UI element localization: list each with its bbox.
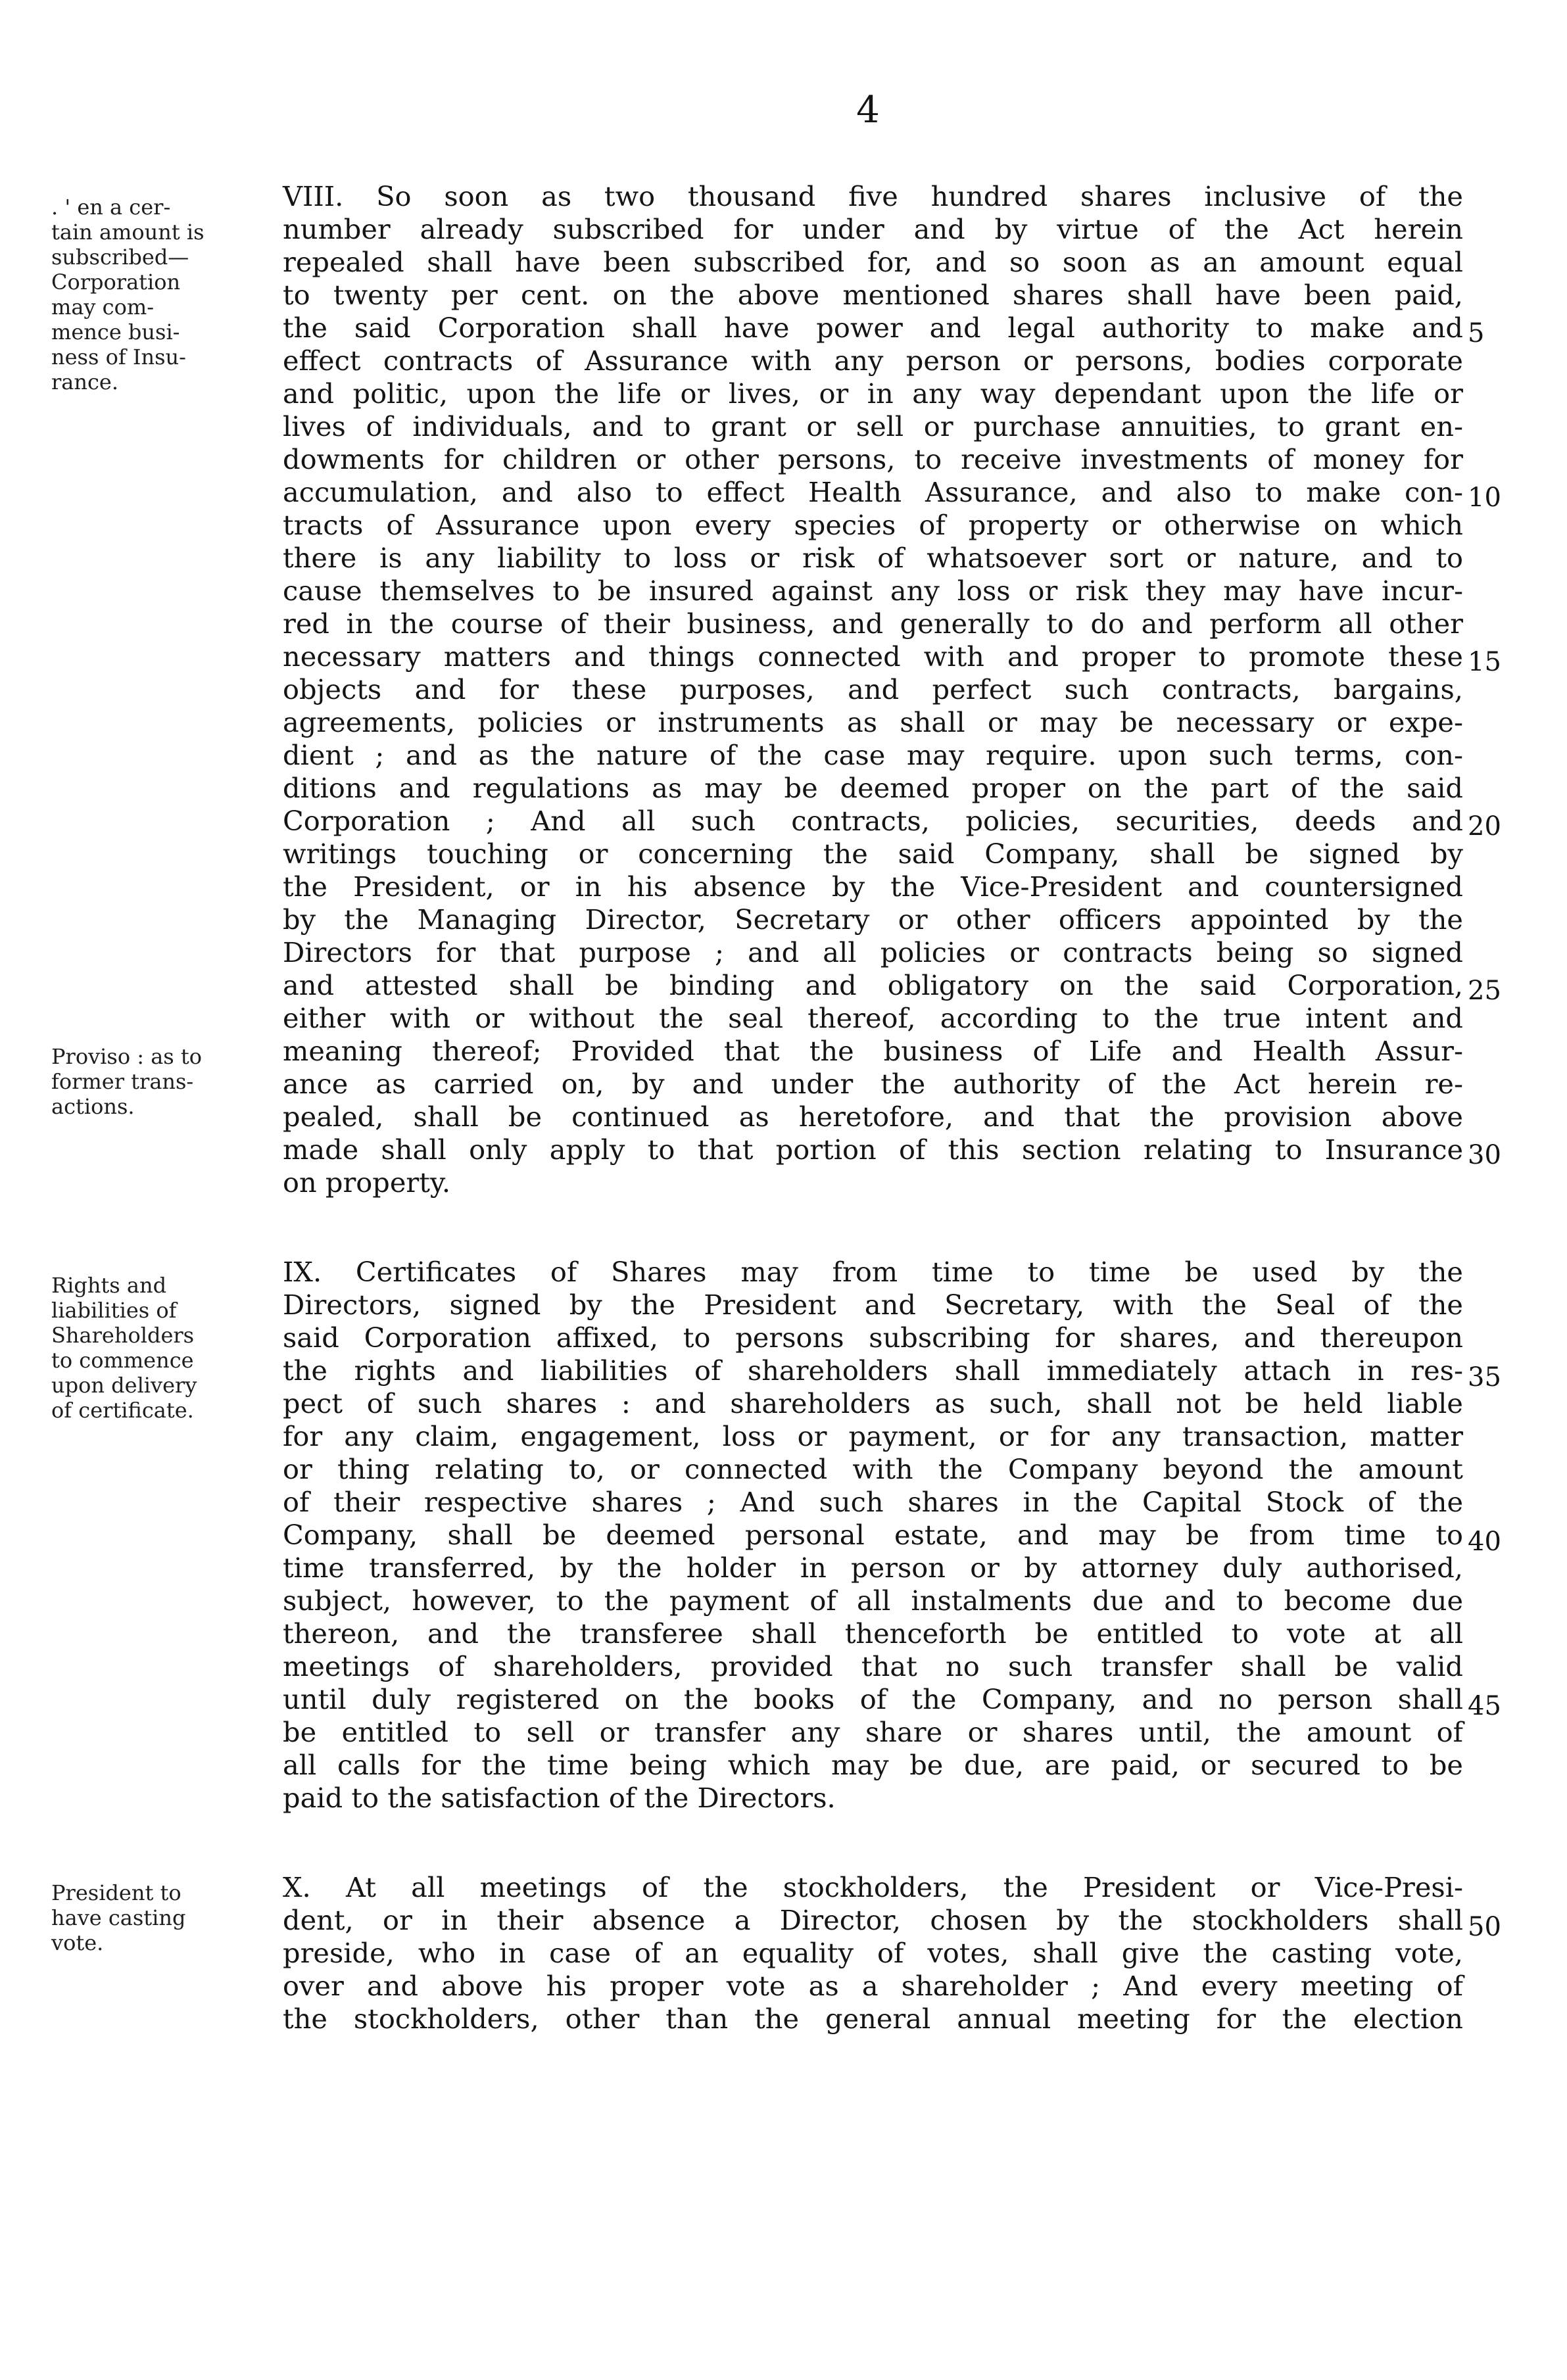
body-line: agreements, policies or instruments as shall or may be necessary or expe- xyxy=(283,706,1463,738)
body-line: dowments for children or other persons, to receive investments of money for xyxy=(283,443,1463,475)
body-line: and politic, upon the life or lives, or in any way dependant upon the life or xyxy=(283,377,1463,410)
margin-note-line: vote. xyxy=(51,1930,104,1955)
line-number: 30 xyxy=(1468,1140,1501,1170)
margin-note-line: may com- xyxy=(51,295,155,320)
margin-note-line: . ' en a cer- xyxy=(51,195,171,220)
margin-note-line: upon delivery xyxy=(51,1373,197,1398)
margin-note-line: Rights and xyxy=(51,1273,167,1298)
body-line: tracts of Assurance upon every species of property or otherwise on which xyxy=(283,509,1463,541)
margin-note-proviso xyxy=(51,1044,268,1119)
body-line: the said Corporation shall have power and legal authority to make and xyxy=(283,312,1463,344)
margin-note-line: Shareholders xyxy=(51,1323,195,1348)
margin-note-line: rance. xyxy=(51,369,119,394)
body-line: effect contracts of Assurance with any person or persons, bodies corporate xyxy=(283,345,1463,377)
body-line: to twenty per cent. on the above mentioned shares shall have been paid, xyxy=(283,279,1463,311)
body-line: writings touching or concerning the said Company, shall be signed by xyxy=(283,838,1463,870)
body-line: ditions and regulations as may be deemed proper on the part of the said xyxy=(283,772,1463,804)
body-line: accumulation, and also to effect Health Assurance, and also to make con- xyxy=(283,476,1463,508)
body-line: X. At all meetings of the stockholders, the President or Vice-Presi- xyxy=(283,1871,1463,1903)
body-line: pealed, shall be continued as heretofore, and that the provision above xyxy=(283,1101,1463,1133)
body-line: over and above his proper vote as a shareholder ; And every meeting of xyxy=(283,1970,1463,2002)
body-line: made shall only apply to that portion of this section relating to Insurance xyxy=(283,1133,1463,1166)
margin-note-line: former trans- xyxy=(51,1069,194,1094)
margin-note-line: Proviso : as to xyxy=(51,1044,203,1069)
body-line: red in the course of their business, and generally to do and perform all other xyxy=(283,607,1463,640)
page-number: 4 xyxy=(856,89,880,131)
body-line: the rights and liabilities of shareholders shall immediately attach in res- xyxy=(283,1354,1463,1387)
margin-note-line: Corporation xyxy=(51,270,181,295)
body-line: time transferred, by the holder in person or by attorney duly authorised, xyxy=(283,1552,1463,1584)
margin-note-viii xyxy=(51,195,268,394)
margin-note-line: to commence xyxy=(51,1348,194,1373)
body-line: IX. Certificates of Shares may from time to time be used by the xyxy=(283,1256,1463,1288)
body-line: of their respective shares ; And such shares in the Capital Stock of the xyxy=(283,1486,1463,1518)
line-number: 50 xyxy=(1468,1912,1501,1942)
body-line: repealed shall have been subscribed for, and so soon as an amount equal xyxy=(283,246,1463,278)
body-line: dent, or in their absence a Director, chosen by the stockholders shall xyxy=(283,1904,1463,1936)
body-line: cause themselves to be insured against any loss or risk they may have incur- xyxy=(283,575,1463,607)
body-line: meaning thereof; Provided that the business of Life and Health Assur- xyxy=(283,1035,1463,1067)
body-line: there is any liability to loss or risk of whatsoever sort or nature, and to xyxy=(283,542,1463,574)
body-line: the President, or in his absence by the Vice-President and countersigned xyxy=(283,870,1463,903)
margin-note-line: of certificate. xyxy=(51,1398,194,1423)
line-number: 25 xyxy=(1468,976,1501,1006)
body-line: meetings of shareholders, provided that no such transfer shall be valid xyxy=(283,1650,1463,1682)
body-line: on property. xyxy=(283,1166,451,1199)
body-line: for any claim, engagement, loss or payment, or for any transaction, matter xyxy=(283,1420,1463,1452)
body-line: or thing relating to, or connected with the Company beyond the amount xyxy=(283,1453,1463,1485)
line-number: 20 xyxy=(1468,811,1501,842)
body-line: preside, who in case of an equality of votes, shall give the casting vote, xyxy=(283,1937,1463,1969)
body-line: ance as carried on, by and under the authority of the Act herein re- xyxy=(283,1068,1463,1100)
body-line: pect of such shares : and shareholders as such, shall not be held liable xyxy=(283,1387,1463,1419)
body-line: the stockholders, other than the general annual meeting for the election xyxy=(283,2003,1463,2035)
margin-note-line: mence busi- xyxy=(51,320,180,345)
body-line: Corporation ; And all such contracts, policies, securities, deeds and xyxy=(283,805,1463,837)
margin-note-line: President to xyxy=(51,1880,181,1905)
body-line: objects and for these purposes, and perfect such contracts, bargains, xyxy=(283,673,1463,705)
body-line: all calls for the time being which may be due, are paid, or secured to be xyxy=(283,1749,1463,1781)
margin-note-line: ness of Insu- xyxy=(51,345,186,369)
body-line: Company, shall be deemed personal estate, and may be from time to xyxy=(283,1519,1463,1551)
body-line: necessary matters and things connected with and proper to promote these xyxy=(283,640,1463,673)
body-line: lives of individuals, and to grant or sell or purchase annuities, to grant en- xyxy=(283,410,1463,442)
margin-note-line: have casting xyxy=(51,1905,186,1930)
body-line: paid to the satisfaction of the Directors. xyxy=(283,1782,836,1814)
line-number: 45 xyxy=(1468,1691,1501,1721)
margin-note-line: tain amount is xyxy=(51,220,205,245)
body-line: Directors for that purpose ; and all policies or contracts being so signed xyxy=(283,936,1463,968)
margin-note-line: subscribed— xyxy=(51,245,189,270)
body-line: either with or without the seal thereof, according to the true intent and xyxy=(283,1002,1463,1034)
line-number: 5 xyxy=(1468,318,1485,348)
body-line: dient ; and as the nature of the case may require. upon such terms, con- xyxy=(283,739,1463,771)
body-line: thereon, and the transferee shall thenceforth be entitled to vote at all xyxy=(283,1617,1463,1650)
body-line: number already subscribed for under and by virtue of the Act herein xyxy=(283,213,1463,245)
margin-note-line: actions. xyxy=(51,1094,135,1119)
body-line: subject, however, to the payment of all instalments due and to become due xyxy=(283,1584,1463,1617)
body-line: Directors, signed by the President and Secretary, with the Seal of the xyxy=(283,1289,1463,1321)
line-number: 40 xyxy=(1468,1527,1501,1557)
margin-note-x xyxy=(51,1880,268,1955)
body-line: VIII. So soon as two thousand five hundred shares inclusive of the xyxy=(283,180,1463,212)
body-line: said Corporation affixed, to persons subscribing for shares, and thereupon xyxy=(283,1321,1463,1354)
body-line: until duly registered on the books of the Company, and no person shall xyxy=(283,1683,1463,1715)
line-number: 10 xyxy=(1468,483,1501,513)
margin-note-line: liabilities of xyxy=(51,1298,177,1323)
body-line: and attested shall be binding and obligatory on the said Corporation, xyxy=(283,969,1463,1001)
line-number: 35 xyxy=(1468,1362,1501,1392)
body-line: be entitled to sell or transfer any share or shares until, the amount of xyxy=(283,1716,1463,1748)
line-number: 15 xyxy=(1468,647,1501,677)
margin-note-ix xyxy=(51,1273,268,1423)
body-line: by the Managing Director, Secretary or other officers appointed by the xyxy=(283,903,1463,936)
